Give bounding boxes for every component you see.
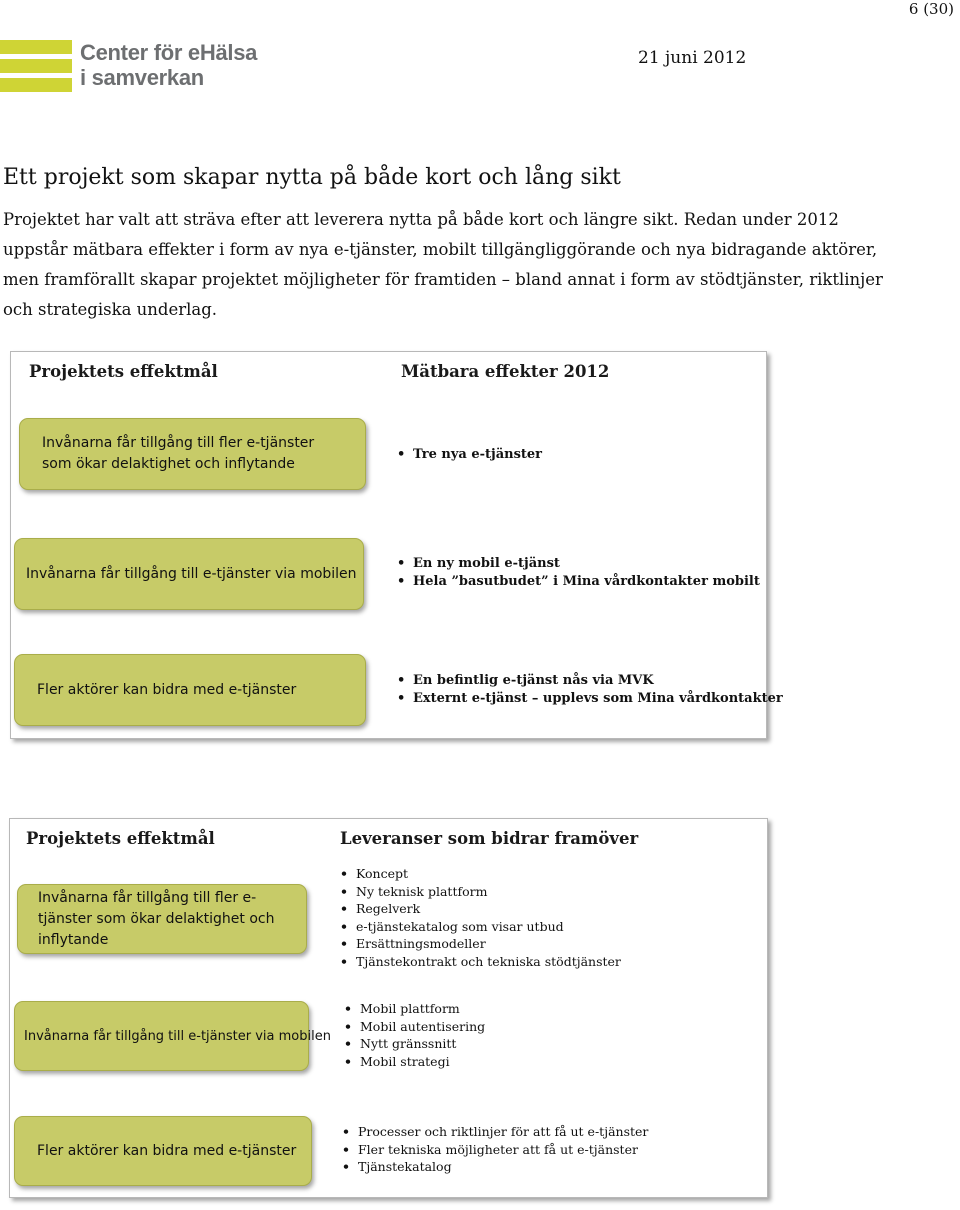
list-item: • e-tjänstekatalog som visar utbud [338,918,621,936]
list-item: • Tre nya e-tjänster [395,446,542,464]
list-item: • En ny mobil e-tjänst [395,555,760,573]
logo-line-1: Center för eHälsa [80,40,258,65]
list-item: • Hela ”basutbudet” i Mina vårdkontakter mobilt [395,573,760,591]
list-item: • Mobil plattform [342,1000,485,1018]
goal-box [17,884,307,954]
deliveries-list [340,1123,648,1176]
list-item: • En befintlig e-tjänst nås via MVK [395,672,783,690]
figure2-left-header: Projektets effektmål [26,829,215,848]
goal-text: Fler aktörer kan bidra med e-tjänster [37,1142,297,1159]
goal-text: Invånarna får tillgång till fler e-tjänster som ökar delaktighet och inflytande [42,435,315,472]
section-heading: Ett projekt som skapar nytta på både kort och lång sikt [3,165,621,190]
list-item: • Tjänstekontrakt och tekniska stödtjänster [338,953,621,971]
list-item: • Ersättningsmodeller [338,935,621,953]
list-item: • Koncept [338,865,621,883]
document-date: 21 juni 2012 [638,48,747,68]
list-item: • Ny teknisk plattform [338,883,621,901]
goal-box [14,1001,331,1071]
effects-list [395,672,783,707]
effects-list [395,446,542,464]
logo-bars-icon [0,40,72,92]
logo [0,40,260,92]
goal-text: Invånarna får tillgång till e-tjänster via mobilen [24,1028,331,1044]
figure-deliveries [9,818,768,1198]
goal-text: Invånarna får tillgång till e-tjänster via mobilen [26,565,357,582]
deliveries-list [342,1000,485,1070]
logo-text [80,40,257,90]
goal-text: Fler aktörer kan bidra med e-tjänster [37,681,297,698]
list-item: • Processer och riktlinjer för att få ut e-tjänster [340,1123,648,1141]
goal-text: Invånarna får tillgång till fler e-tjänster som ökar delaktighet och inflytande [38,889,275,948]
body-paragraph: Projektet har valt att sträva efter att leverera nytta på både kort och längre sikt. Redan under 2012 uppstår mätbara effekter i form av nya e-tjänster, mobilt tillgängliggörande och nya bidragande aktörer, men framförallt skapar projektet möjligheter för framtiden – bland annat i form av stödtjänster, riktlinjer och strategiska underlag. [3,210,883,319]
deliveries-list [338,865,621,970]
list-item: • Externt e-tjänst – upplevs som Mina vårdkontakter [395,690,783,708]
goal-box [14,538,364,610]
list-item: • Fler tekniska möjligheter att få ut e-tjänster [340,1141,648,1159]
figure1-right-header: Mätbara effekter 2012 [401,362,610,381]
list-item: • Mobil strategi [342,1053,485,1071]
goal-box [14,1116,312,1186]
logo-line-2: i samverkan [80,65,204,90]
goal-box [14,654,366,726]
list-item: • Regelverk [338,900,621,918]
figure1-left-header: Projektets effektmål [29,362,218,381]
figure-effects-2012 [10,351,783,739]
effects-list [395,555,760,590]
goal-box [19,418,366,490]
page-number: 6 (30) [908,0,954,18]
list-item: • Nytt gränssnitt [342,1035,485,1053]
list-item: • Tjänstekatalog [340,1158,648,1176]
list-item: • Mobil autentisering [342,1018,485,1036]
figure2-right-header: Leveranser som bidrar framöver [340,829,639,848]
